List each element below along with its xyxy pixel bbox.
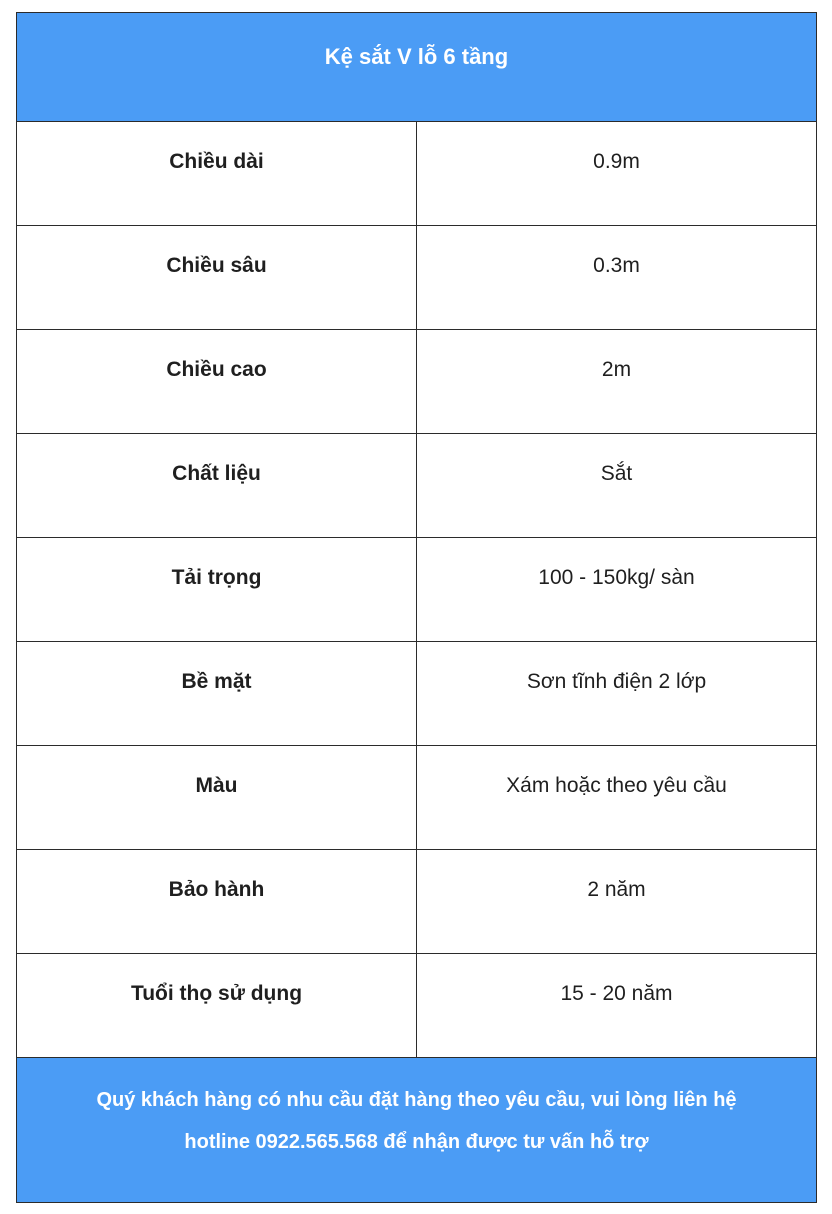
- contact-note-line-1: Quý khách hàng có nhu cầu đặt hàng theo yêu cầu, vui lòng liên hệ: [96, 1089, 737, 1111]
- spec-value-lifespan: 15 - 20 năm: [560, 982, 673, 1005]
- spec-label-height: Chiều cao: [166, 358, 267, 381]
- spec-label-material: Chất liệu: [172, 462, 261, 485]
- spec-label-surface: Bề mặt: [181, 670, 252, 693]
- spec-value-height: 2m: [601, 358, 632, 381]
- spec-label-cell: [17, 746, 417, 850]
- spec-value-cell: [417, 746, 817, 850]
- spec-table: [16, 12, 817, 1203]
- spec-label-cell: [17, 226, 417, 330]
- spec-label-cell: [17, 434, 417, 538]
- table-row: [17, 434, 817, 538]
- spec-label-color: Màu: [195, 774, 238, 797]
- spec-value-load: 100 - 150kg/ sàn: [538, 566, 695, 589]
- spec-value-depth: 0.3m: [593, 254, 640, 277]
- table-footer-row: [17, 1058, 817, 1203]
- table-row: [17, 226, 817, 330]
- table-row: [17, 954, 817, 1058]
- spec-label-cell: [17, 850, 417, 954]
- spec-value-cell: [417, 122, 817, 226]
- spec-value-surface: Sơn tĩnh điện 2 lớp: [526, 670, 707, 693]
- spec-value-cell: [417, 850, 817, 954]
- table-row: [17, 538, 817, 642]
- table-title-cell: [17, 13, 817, 122]
- spec-value-cell: [417, 330, 817, 434]
- table-title: Kệ sắt V lỗ 6 tầng: [324, 44, 509, 69]
- spec-label-cell: [17, 954, 417, 1058]
- spec-label-cell: [17, 122, 417, 226]
- table-row: [17, 850, 817, 954]
- spec-label-lifespan: Tuổi thọ sử dụng: [130, 982, 303, 1005]
- spec-value-cell: [417, 954, 817, 1058]
- spec-label-depth: Chiều sâu: [166, 254, 267, 277]
- spec-value-material: Sắt: [600, 462, 633, 485]
- contact-note-cell: [17, 1058, 817, 1203]
- spec-value-color: Xám hoặc theo yêu cầu: [506, 774, 727, 797]
- spec-label-length: Chiều dài: [169, 150, 264, 173]
- spec-value-cell: [417, 642, 817, 746]
- table-row: [17, 330, 817, 434]
- spec-value-length: 0.9m: [593, 150, 640, 173]
- spec-value-cell: [417, 434, 817, 538]
- spec-label-cell: [17, 538, 417, 642]
- spec-label-cell: [17, 642, 417, 746]
- spec-label-load: Tải trọng: [171, 566, 262, 589]
- table-header-row: [17, 13, 817, 122]
- spec-value-cell: [417, 538, 817, 642]
- table-row: [17, 642, 817, 746]
- spec-value-warranty: 2 năm: [587, 878, 646, 901]
- contact-note-line-2: hotline 0922.565.568 để nhận được tư vấn hỗ trợ: [184, 1131, 649, 1153]
- table-row: [17, 122, 817, 226]
- spec-label-warranty: Bảo hành: [168, 878, 265, 901]
- spec-value-cell: [417, 226, 817, 330]
- table-row: [17, 746, 817, 850]
- spec-label-cell: [17, 330, 417, 434]
